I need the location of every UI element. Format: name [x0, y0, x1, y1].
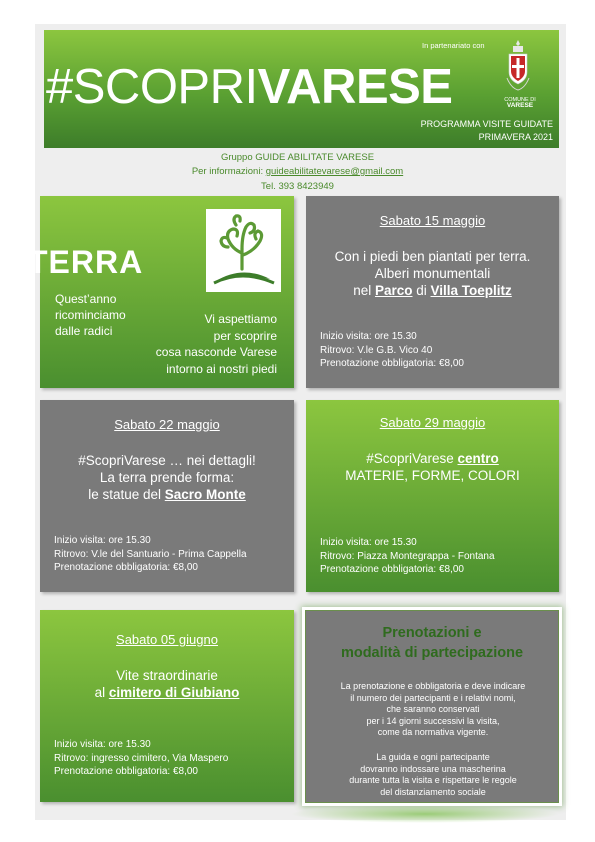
- visit-start-time: Inizio visita: ore 15.30: [320, 537, 417, 548]
- visit-meeting-point: Ritrovo: Piazza Montegrappa - Fontana: [320, 550, 495, 562]
- visit-place-link: cimitero di Giubiano: [108, 685, 240, 700]
- visit-place-link: centro: [457, 451, 499, 466]
- comune-crest-icon: [505, 38, 531, 94]
- contact-group: Gruppo GUIDE ABILITATE VARESE: [220, 152, 375, 163]
- prenotazioni-line: il numero dei partecipanti e i relativi nomi,: [350, 692, 516, 703]
- tree-roots-icon: [206, 209, 281, 292]
- visit-booking-price: Prenotazione obbligatoria: €8,00: [320, 564, 464, 575]
- terra-left-line: ricominciamo: [55, 308, 126, 322]
- prenotazioni-heading-line: modalità di partecipazione: [340, 645, 524, 661]
- visit-title-text: nel: [353, 283, 375, 298]
- visit-info: [54, 738, 228, 779]
- visit-title-line: MATERIE, FORME, COLORI: [345, 468, 520, 483]
- visit-title-line: Con i piedi ben piantati per terra.: [334, 249, 531, 264]
- visit-start-time: Inizio visita: ore 15.30: [320, 331, 417, 342]
- prenotazioni-box: [305, 610, 559, 803]
- visit-info: [54, 534, 247, 575]
- terra-right-line: intorno ai nostri piedi: [166, 361, 277, 376]
- contact-phone: Tel. 393 8423949: [261, 181, 334, 192]
- visit-date: Sabato 29 maggio: [379, 415, 486, 430]
- visit-date: Sabato 05 giugno: [116, 632, 218, 647]
- prenotazioni-line: durante tutta la visita e rispettare le regole: [349, 775, 517, 785]
- contact-info: [140, 166, 455, 177]
- visit-start-time: Inizio visita: ore 15.30: [54, 535, 151, 546]
- visit-place-link: Sacro Monte: [164, 487, 246, 502]
- visit-date: Sabato 15 maggio: [379, 213, 486, 228]
- visit-title-line: Vite straordinarie: [116, 668, 218, 683]
- visit-title-text: #ScopriVarese: [366, 451, 458, 466]
- visit-title-line: La terra prende forma:: [99, 470, 235, 485]
- visit-booking-price: Prenotazione obbligatoria: €8,00: [54, 766, 198, 777]
- prenotazioni-glow: [290, 805, 560, 823]
- visit-date: Sabato 22 maggio: [114, 417, 220, 432]
- visit-card-29-maggio: [306, 400, 559, 592]
- prenotazioni-line: del distanziamento sociale: [380, 786, 486, 797]
- visit-title-line: Alberi monumentali: [374, 266, 491, 281]
- programme-line2: PRIMAVERA 2021: [478, 132, 553, 142]
- visit-meeting-point: Ritrovo: ingresso cimitero, Via Maspero: [54, 752, 229, 764]
- terra-left-line: dalle radici: [55, 324, 113, 338]
- visit-booking-price: Prenotazione obbligatoria: €8,00: [320, 358, 464, 369]
- brand-title-bold: VARESE: [257, 60, 453, 114]
- brand-title-light: #SCOPRI: [46, 60, 258, 114]
- visit-card-05-giugno: [40, 610, 294, 802]
- visit-title-text: di: [412, 283, 431, 298]
- visit-title-line: #ScopriVarese … nei dettagli!: [78, 453, 256, 468]
- prenotazioni-heading: [306, 623, 558, 663]
- visit-booking-price: Prenotazione obbligatoria: €8,00: [54, 562, 198, 573]
- visit-place-link: Parco: [374, 283, 413, 298]
- visit-title-line: [40, 486, 294, 503]
- visit-title: [40, 452, 294, 503]
- terra-title: TERRA: [28, 244, 144, 280]
- prenotazioni-paragraph-1: [312, 681, 554, 739]
- visit-title-line: [40, 684, 294, 701]
- visit-place-link: Villa Toeplitz: [430, 283, 512, 298]
- visit-title: [306, 248, 559, 299]
- prenotazioni-heading-line: Prenotazioni e: [382, 625, 482, 641]
- prenotazioni-paragraph-2: [312, 752, 554, 798]
- visit-title-line: [306, 450, 559, 467]
- prenotazioni-line: come da normativa vigente.: [377, 727, 489, 737]
- comune-label: [496, 97, 544, 109]
- prenotazioni-line: La guida e ogni partecipante: [376, 752, 490, 762]
- visit-meeting-point: Ritrovo: V.le G.B. Vico 40: [320, 344, 433, 356]
- visit-title: [40, 667, 294, 701]
- prenotazioni-line: La prenotazione e obbligatoria e deve indicare: [340, 681, 526, 691]
- terra-right-line: per scoprire: [213, 328, 277, 343]
- visit-meeting-point: Ritrovo: V.le del Santuario - Prima Cappella: [54, 548, 247, 560]
- visit-title: [306, 450, 559, 484]
- visit-start-time: Inizio visita: ore 15.30: [54, 739, 151, 750]
- prenotazioni-line: che saranno conservati: [386, 704, 480, 714]
- brand-title: [46, 58, 453, 116]
- comune-label-top: COMUNE DI: [504, 97, 536, 103]
- terra-right-text: [129, 311, 277, 377]
- visit-card-22-maggio: [40, 400, 294, 592]
- visit-card-15-maggio: [306, 196, 559, 388]
- prenotazioni-line: per i 14 giorni successivi la visita,: [366, 715, 500, 726]
- terra-left-text: [55, 291, 126, 339]
- partner-label: In partenariato con: [422, 41, 485, 50]
- programme-line1: PROGRAMMA VISITE GUIDATE: [420, 119, 553, 129]
- visit-title-line: [306, 282, 559, 299]
- terra-right-line: Vi aspettiamo: [204, 312, 277, 326]
- contact-info-label: Per informazioni:: [191, 166, 266, 177]
- visit-info: [320, 330, 464, 371]
- contact-email-link[interactable]: guideabilitatevarese@gmail.com: [265, 166, 404, 177]
- visit-title-text: al: [94, 685, 109, 700]
- terra-left-line: Quest’anno: [55, 292, 117, 306]
- visit-info: [320, 536, 495, 577]
- comune-label-name: VARESE: [506, 102, 534, 109]
- visit-title-text: le statue del: [88, 487, 165, 502]
- prenotazioni-line: dovranno indossare una mascherina: [360, 763, 506, 774]
- terra-right-line: cosa nasconde Varese: [155, 345, 277, 359]
